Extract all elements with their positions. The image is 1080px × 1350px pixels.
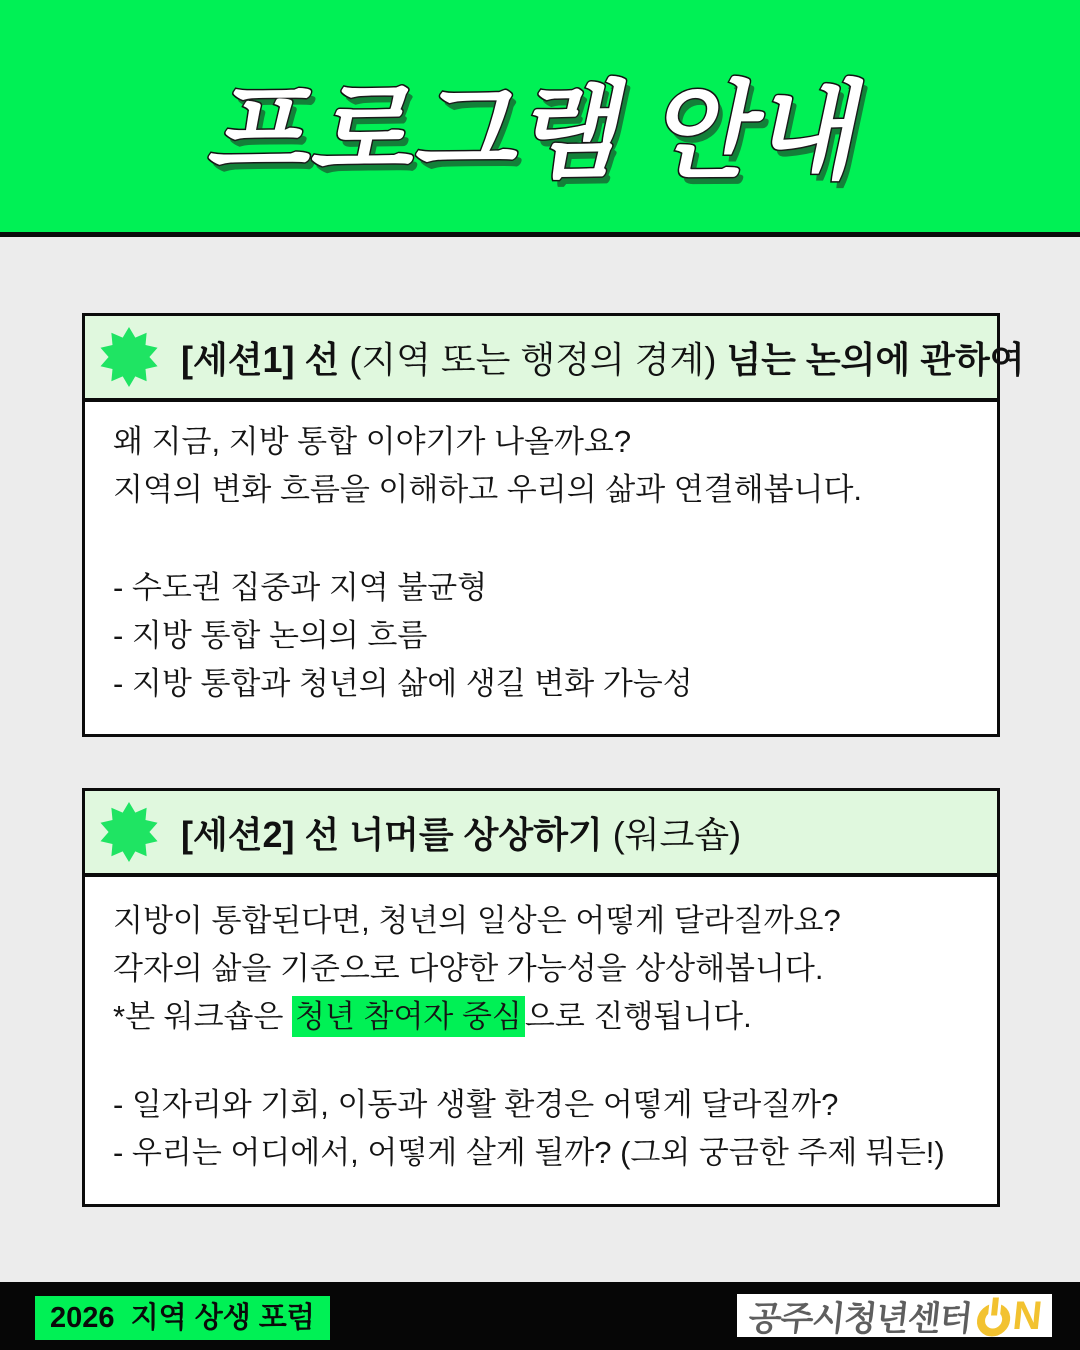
bullet-item: - 지방 통합과 청년의 삶에 생길 변화 가능성 [113,666,693,701]
center-logo [737,1294,1052,1337]
section-1-intro [113,418,969,514]
footer-bar [0,1282,1080,1350]
section-1-title-tail: 넘는 논의에 관하여 [726,338,1025,380]
power-icon [974,1295,1014,1337]
bullet-item: - 우리는 어디에서, 어떻게 살게 될까? (그외 궁금한 주제 뭐든!) [113,1135,945,1170]
page-title: 프로그램 안내 [200,73,877,191]
starburst-icon [99,327,159,387]
event-label-chip: 2026 지역 상생 포럼 [35,1296,330,1340]
section-2-intro [113,897,969,1041]
bullet-item: - 수도권 집중과 지역 불균형 [113,570,488,605]
intro-line: 지역의 변화 흐름을 이해하고 우리의 삶과 연결해봅니다. [113,472,863,507]
note-suffix: 으로 진행됩니다. [524,999,752,1034]
bullet-item: - 일자리와 기회, 이동과 생활 환경은 어떻게 달라질까? [113,1087,839,1122]
section-1-box [82,313,1025,737]
note-highlight: 청년 참여자 중심 [292,996,525,1037]
section-2-box [82,788,1000,1207]
intro-line: 왜 지금, 지방 통합 이야기가 나올까요? [113,424,632,459]
section-1-bullets [113,564,969,708]
intro-line: 지방이 통합된다면, 청년의 일상은 어떻게 달라질까요? [113,903,841,938]
hero-banner [0,0,1080,237]
section-1-title-lead: [세션1] 선 [181,338,350,380]
logo-letter-n: N [1010,1293,1045,1338]
section-1-title-mid: (지역 또는 행정의 경계) [349,338,727,380]
section-2-header [85,791,997,877]
section-2-title-mid: (워크숍) [612,813,742,855]
logo-text: 공주시청년센터 [746,1300,974,1338]
section-1-body [85,402,997,708]
section-2-bullets [113,1081,969,1177]
logo-on-mark [974,1295,1044,1337]
workshop-note-line [113,993,969,1041]
section-2-title-lead: [세션2] 선 너머를 상상하기 [181,813,613,855]
bullet-item: - 지방 통합 논의의 흐름 [113,618,428,653]
section-1-title [181,332,1025,383]
intro-line: 각자의 삶을 기준으로 다양한 가능성을 상상해봅니다. [113,951,824,986]
note-prefix: *본 워크숍은 [113,999,293,1034]
section-1-header [85,316,1025,402]
starburst-icon [99,802,159,862]
section-2-body [85,877,997,1177]
section-2-title [181,807,741,858]
